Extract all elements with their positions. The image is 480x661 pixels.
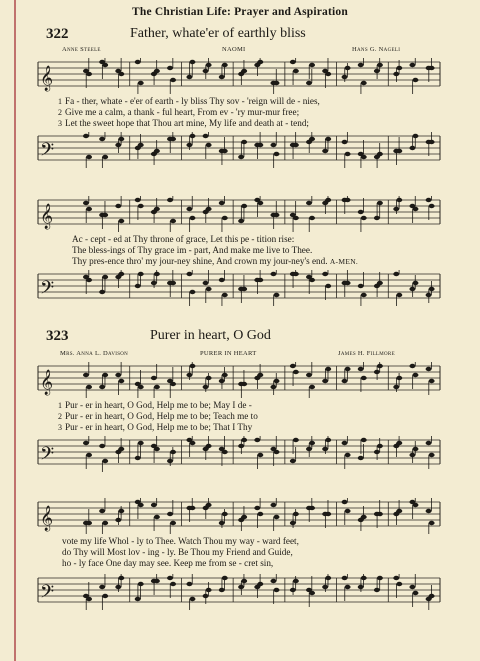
note-head <box>170 78 176 82</box>
note-head <box>412 78 418 82</box>
note-head <box>118 509 124 513</box>
note-head <box>99 444 105 448</box>
note-head <box>241 69 247 73</box>
note-head <box>309 137 315 141</box>
note-head <box>309 63 315 67</box>
note-head <box>118 379 124 383</box>
note-head <box>257 201 263 205</box>
note-head <box>325 72 331 76</box>
note-head <box>186 207 192 211</box>
note-head <box>241 579 247 583</box>
lyric-line: Ac - cept - ed at Thy throne of grace, Let this pe - tition rise: <box>72 234 295 244</box>
note-head <box>325 284 331 288</box>
note-head <box>118 272 124 276</box>
note-head <box>412 281 418 285</box>
note-head <box>206 63 212 67</box>
note-head <box>345 509 351 513</box>
note-head <box>138 385 144 389</box>
note-head <box>412 207 418 211</box>
note-head <box>102 213 108 217</box>
note-head <box>138 582 144 586</box>
note-head <box>396 149 402 153</box>
note-head <box>135 60 141 64</box>
note-head <box>426 367 432 371</box>
note-head <box>290 459 296 463</box>
note-head <box>118 576 124 580</box>
note-head <box>377 444 383 448</box>
note-head <box>429 66 435 70</box>
note-head <box>83 134 89 138</box>
note-head <box>206 207 212 211</box>
note-head <box>138 143 144 147</box>
note-head <box>254 438 260 442</box>
note-head <box>273 450 279 454</box>
note-head <box>138 81 144 85</box>
note-head <box>138 272 144 276</box>
note-head <box>273 81 279 85</box>
treble-clef-icon: 𝄞 <box>40 506 54 531</box>
hymn-composer: Hans G. Nageli <box>352 46 401 53</box>
lyric-line: 2 Pur - er in heart, O God, Help me to be; Teach me to <box>58 411 258 421</box>
note-head <box>241 515 247 519</box>
note-head <box>170 582 176 586</box>
note-head <box>189 290 195 294</box>
lyric-line: ho - ly face One day may see. Keep me from se - cret sin, <box>62 558 274 568</box>
note-head <box>83 373 89 377</box>
note-head <box>273 152 279 156</box>
lyric-line: vote my life Whol - ly to Thee. Watch Thou my way - ward feet, <box>62 536 299 546</box>
note-head <box>99 137 105 141</box>
note-head <box>377 576 383 580</box>
note-head <box>154 447 160 451</box>
note-head <box>257 143 263 147</box>
note-head <box>345 198 351 202</box>
note-head <box>170 219 176 223</box>
note-head <box>393 272 399 276</box>
note-head <box>86 155 92 159</box>
amen-label: A-MEN. <box>329 257 359 266</box>
note-head <box>170 450 176 454</box>
note-head <box>222 63 228 67</box>
note-head <box>222 149 228 153</box>
note-head <box>309 216 315 220</box>
note-head <box>358 367 364 371</box>
note-head <box>102 521 108 525</box>
bass-clef-icon: 𝄢 <box>40 278 55 303</box>
note-head <box>99 585 105 589</box>
note-head <box>254 506 260 510</box>
note-head <box>154 207 160 211</box>
note-head <box>377 364 383 368</box>
note-head <box>325 198 331 202</box>
note-head <box>257 512 263 516</box>
hymn-number: 323 <box>46 328 69 344</box>
note-head <box>293 579 299 583</box>
note-head <box>151 376 157 380</box>
note-head <box>241 287 247 291</box>
note-head <box>412 373 418 377</box>
note-head <box>345 453 351 457</box>
note-head <box>361 576 367 580</box>
note-head <box>206 588 212 592</box>
note-head <box>86 597 92 601</box>
note-head <box>325 367 331 371</box>
note-head <box>219 278 225 282</box>
note-head <box>396 441 402 445</box>
treble-staff <box>0 498 480 534</box>
note-head <box>306 373 312 377</box>
note-head <box>273 293 279 297</box>
note-head <box>429 594 435 598</box>
note-head <box>241 438 247 442</box>
lyric-line: 3 Let the sweet hope that Thou art mine, My life and death at - tend; <box>58 118 309 128</box>
note-head <box>293 370 299 374</box>
note-head <box>86 278 92 282</box>
note-head <box>426 509 432 513</box>
note-head <box>342 140 348 144</box>
note-head <box>270 579 276 583</box>
note-head <box>361 216 367 220</box>
note-head <box>361 293 367 297</box>
page-margin-rule <box>14 0 16 661</box>
note-head <box>412 503 418 507</box>
note-head <box>118 137 124 141</box>
note-head <box>290 364 296 368</box>
note-head <box>186 272 192 276</box>
lyric-line: 3 Pur - er in heart, O God, Help me to be; That I Thy <box>58 422 253 432</box>
note-head <box>309 506 315 510</box>
note-head <box>429 453 435 457</box>
note-head <box>138 204 144 208</box>
note-head <box>115 373 121 377</box>
note-head <box>222 450 228 454</box>
bass-clef-icon: 𝄢 <box>40 582 55 607</box>
hymn-author: Mrs. Anna L. Davison <box>60 350 129 357</box>
note-head <box>99 509 105 513</box>
note-head <box>102 155 108 159</box>
bass-clef-icon: 𝄢 <box>40 444 55 469</box>
note-head <box>273 515 279 519</box>
note-head <box>325 576 331 580</box>
note-head <box>412 591 418 595</box>
hymn-author: Anne Steele <box>62 46 101 53</box>
note-head <box>409 63 415 67</box>
note-head <box>361 81 367 85</box>
note-head <box>257 582 263 586</box>
note-head <box>270 503 276 507</box>
note-head <box>342 576 348 580</box>
note-head <box>342 500 348 504</box>
note-head <box>309 441 315 445</box>
note-head <box>358 210 364 214</box>
note-head <box>222 512 228 516</box>
note-head <box>325 438 331 442</box>
note-head <box>154 272 160 276</box>
note-head <box>241 204 247 208</box>
note-head <box>273 588 279 592</box>
note-head <box>293 216 299 220</box>
note-head <box>154 149 160 153</box>
note-head <box>189 134 195 138</box>
note-head <box>377 512 383 516</box>
note-head <box>167 198 173 202</box>
note-head <box>396 509 402 513</box>
note-head <box>309 278 315 282</box>
note-head <box>322 272 328 276</box>
note-head <box>396 198 402 202</box>
lyric-line: The bless-ings of Thy grace im - part, And make me live to Thee. <box>72 245 313 255</box>
note-head <box>358 456 364 460</box>
hymn-tune: NAOMI <box>222 46 246 53</box>
note-head <box>189 506 195 510</box>
note-head <box>342 441 348 445</box>
note-head <box>154 515 160 519</box>
note-head <box>293 69 299 73</box>
note-head <box>409 364 415 368</box>
treble-clef-icon: 𝄞 <box>40 66 54 91</box>
treble-staff <box>0 362 480 398</box>
note-head <box>429 287 435 291</box>
note-head <box>222 216 228 220</box>
note-head <box>167 66 173 70</box>
note-head <box>222 576 228 580</box>
note-head <box>396 582 402 586</box>
note-head <box>396 293 402 297</box>
note-head <box>206 444 212 448</box>
note-head <box>273 379 279 383</box>
note-head <box>222 373 228 377</box>
note-head <box>102 275 108 279</box>
note-head <box>86 521 92 525</box>
note-head <box>170 521 176 525</box>
note-head <box>154 579 160 583</box>
note-head <box>189 216 195 220</box>
treble-clef-icon: 𝄞 <box>40 370 54 395</box>
lyric-line: 2 Give me a calm, a thank - ful heart, From ev - 'ry mur-mur free; <box>58 107 300 117</box>
bass-staff <box>0 132 480 168</box>
note-head <box>270 143 276 147</box>
treble-clef-icon: 𝄞 <box>40 204 54 229</box>
note-head <box>290 60 296 64</box>
note-head <box>222 293 228 297</box>
note-head <box>393 576 399 580</box>
note-head <box>361 515 367 519</box>
note-head <box>138 441 144 445</box>
note-head <box>396 66 402 70</box>
note-head <box>429 521 435 525</box>
note-head <box>189 60 195 64</box>
note-head <box>170 281 176 285</box>
note-head <box>151 503 157 507</box>
note-head <box>118 219 124 223</box>
note-head <box>358 284 364 288</box>
note-head <box>257 278 263 282</box>
note-head <box>154 385 160 389</box>
note-head <box>396 376 402 380</box>
note-head <box>412 134 418 138</box>
note-head <box>206 503 212 507</box>
note-head <box>102 594 108 598</box>
bass-staff <box>0 436 480 472</box>
note-head <box>86 72 92 76</box>
bass-clef-icon: 𝄢 <box>40 140 55 165</box>
note-head <box>167 512 173 516</box>
note-head <box>203 281 209 285</box>
note-head <box>273 213 279 217</box>
lyric-line: 1 Pur - er in heart, O God, Help me to be; May I de - <box>58 400 252 410</box>
note-head <box>377 201 383 205</box>
note-head <box>429 140 435 144</box>
treble-staff <box>0 58 480 94</box>
note-head <box>377 63 383 67</box>
lyric-line: do Thy will Most lov - ing - ly. Be Thou my Friend and Guide, <box>62 547 293 557</box>
note-head <box>102 63 108 67</box>
note-head <box>293 438 299 442</box>
note-head <box>102 459 108 463</box>
running-header: The Christian Life: Prayer and Aspiration <box>132 6 348 18</box>
note-head <box>135 198 141 202</box>
note-head <box>345 367 351 371</box>
note-head <box>206 143 212 147</box>
note-head <box>361 155 367 159</box>
note-head <box>170 137 176 141</box>
note-head <box>426 441 432 445</box>
note-head <box>306 81 312 85</box>
note-head <box>219 201 225 205</box>
note-head <box>309 591 315 595</box>
note-head <box>345 585 351 589</box>
note-head <box>306 201 312 205</box>
note-head <box>189 364 195 368</box>
note-head <box>345 281 351 285</box>
note-head <box>257 373 263 377</box>
note-head <box>345 66 351 70</box>
note-head <box>206 287 212 291</box>
note-head <box>86 385 92 389</box>
note-head <box>412 447 418 451</box>
note-head <box>138 503 144 507</box>
note-head <box>189 597 195 601</box>
note-head <box>377 281 383 285</box>
note-head <box>361 376 367 380</box>
note-head <box>257 60 263 64</box>
note-head <box>186 582 192 586</box>
note-head <box>154 69 160 73</box>
note-head <box>293 512 299 516</box>
note-head <box>429 204 435 208</box>
note-head <box>409 585 415 589</box>
note-head <box>167 576 173 580</box>
note-head <box>309 385 315 389</box>
note-head <box>86 453 92 457</box>
hymn-title: Father, whate'er of earthly bliss <box>130 26 306 41</box>
lyric-line: Thy pres-ence thro' my jour-ney shine, And crown my jour-ney's end. A-MEN. <box>72 256 359 266</box>
note-head <box>83 441 89 445</box>
note-head <box>293 272 299 276</box>
note-head <box>102 373 108 377</box>
note-head <box>241 140 247 144</box>
note-head <box>206 376 212 380</box>
note-head <box>118 447 124 451</box>
bass-staff <box>0 574 480 610</box>
note-head <box>358 63 364 67</box>
lyric-line: 1 Fa - ther, whate - e'er of earth - ly bliss Thy sov - 'reign will de - nies, <box>58 96 320 106</box>
hymn-composer: James H. Fillmore <box>338 350 395 357</box>
note-head <box>115 204 121 208</box>
hymn-number: 322 <box>46 26 69 42</box>
note-head <box>189 441 195 445</box>
note-head <box>203 134 209 138</box>
note-head <box>426 198 432 202</box>
note-head <box>361 438 367 442</box>
note-head <box>325 137 331 141</box>
note-head <box>86 207 92 211</box>
note-head <box>118 72 124 76</box>
note-head <box>241 382 247 386</box>
note-head <box>345 152 351 156</box>
hymn-title: Purer in heart, O God <box>150 328 271 343</box>
treble-staff <box>0 196 480 232</box>
note-head <box>377 152 383 156</box>
note-head <box>325 512 331 516</box>
bass-staff <box>0 270 480 306</box>
note-head <box>257 453 263 457</box>
hymn-tune: PURER IN HEART <box>200 350 257 357</box>
note-head <box>83 201 89 205</box>
note-head <box>429 379 435 383</box>
note-head <box>270 272 276 276</box>
note-head <box>170 382 176 386</box>
note-head <box>293 143 299 147</box>
